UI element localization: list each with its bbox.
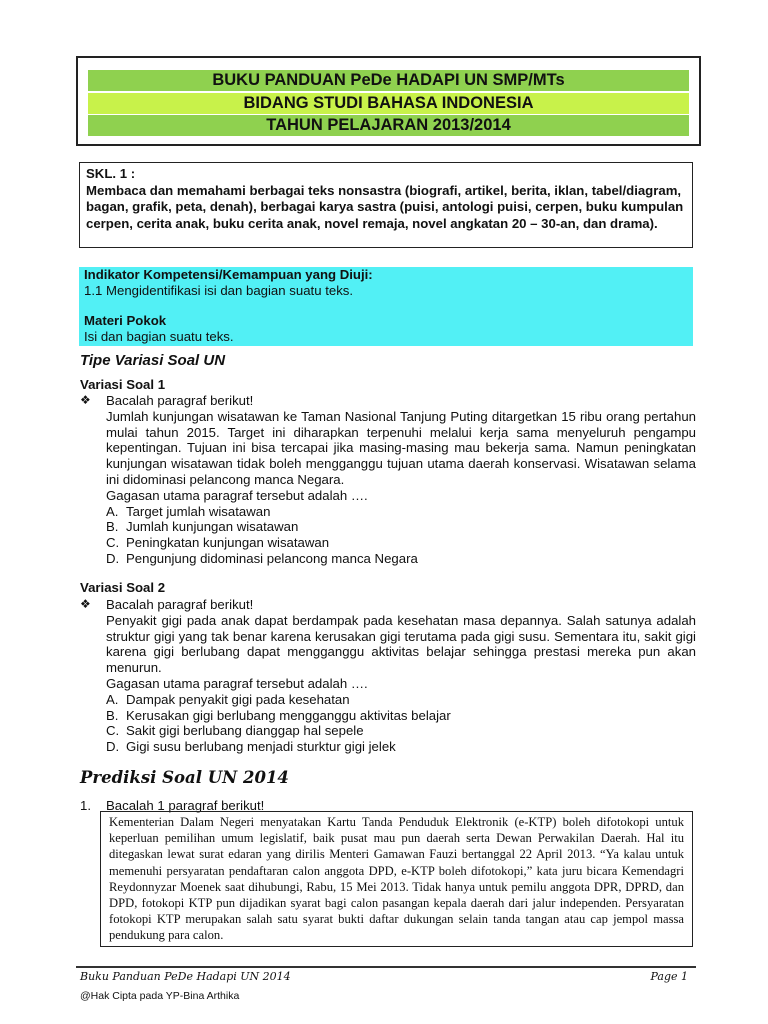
footer-divider <box>76 966 696 968</box>
materi-title: Materi Pokok <box>84 313 167 328</box>
variasi-2-title: Variasi Soal 2 <box>80 580 166 595</box>
footer-title: Buku Panduan PeDe Hadapi UN 2014 <box>80 970 291 983</box>
variasi-2-question: Gagasan utama paragraf tersebut adalah …. <box>106 675 368 691</box>
option-row: D. Gigi susu berlubang menjadi sturktur gigi jelek <box>106 739 396 755</box>
option-row: A. Dampak penyakit gigi pada kesehatan <box>106 691 350 707</box>
variasi-2-block <box>80 597 696 755</box>
variasi-1-block <box>80 393 696 567</box>
variasi-1-instruction: Bacalah paragraf berikut! <box>106 393 254 408</box>
variasi-2-instruction: Bacalah paragraf berikut! <box>106 597 254 612</box>
title-line-2: BIDANG STUDI BAHASA INDONESIA <box>88 93 689 114</box>
option-row: A. Target jumlah wisatawan <box>106 503 271 519</box>
skl-label: SKL. 1 : <box>86 166 136 181</box>
prediksi-paragraph: Kementerian Dalam Negeri menyatakan Kartu Tanda Penduduk Elektronik (e-KTP) boleh difotokopi untuk keperluan pemilihan umum legislatif, baik pusat mau pun daerah serta Dewan Perwakilan Daerah. Hal itu ditegaskan lewat surat edaran yang dirilis Menteri Gamawan Fauzi bertanggal 22 April 2013. “Ya kalau untuk memenuhi persyaratan pendaftaran calon anggota DPD, e-KTP boleh difotokopi,” kata juru bicara Kemendagri Reydonnyzar Moenek saat dihubungi, Rabu, 15 Mei 2013. Tidak hanya untuk pemilu anggota DPR, DPRD, dan DPD, fotokopi KTP pun dijadikan syarat bagi calon pasangan kepala daerah dari jalur independen. Persyaratan fotokopi KTP merupakan salah satu syarat bukti daftar dukungan selain tanda tangan atau cap jempol massa pendukung para calon. <box>109 815 684 943</box>
prediksi-instruction: Bacalah 1 paragraf berikut! <box>106 798 265 813</box>
option-row: C. Peningkatan kunjungan wisatawan <box>106 535 330 551</box>
prediksi-paragraph-box <box>100 811 693 947</box>
title-line-1: BUKU PANDUAN PeDe HADAPI UN SMP/MTs <box>88 70 689 91</box>
diamond-bullet-icon: ❖ <box>80 597 91 611</box>
skl-text: Membaca dan memahami berbagai teks nonsastra (biografi, artikel, berita, iklan, tabel/diagram, bagan, grafik, peta, denah), berbagai karya sastra (puisi, antologi puisi, cerpen, buku kumpulan cerpen, cerita anak, buku cerita anak, novel remaja, novel angkatan 20 – 30-an, dan drama). <box>86 182 684 231</box>
tipe-variasi-heading: Tipe Variasi Soal UN <box>80 352 226 369</box>
title-box <box>76 56 701 146</box>
page-number: Page 1 <box>650 970 688 983</box>
indikator-text: 1.1 Mengidentifikasi isi dan bagian suatu teks. <box>84 283 354 298</box>
prediksi-heading: Prediksi Soal UN 2014 <box>80 768 289 787</box>
materi-text: Isi dan bagian suatu teks. <box>84 329 234 344</box>
variasi-2-paragraph: Penyakit gigi pada anak dapat berdampak pada kesehatan masa depannya. Salah satunya adalah struktur gigi yang tak benar karena kerusakan gigi terutama pada gigi susu. Sementara itu, sakit gigi karena gigi berlubang dapat mengganggu aktivitas belajar sehingga prestasi mereka pun akan menurun. <box>106 612 696 676</box>
option-row: B. Kerusakan gigi berlubang mengganggu aktivitas belajar <box>106 707 451 723</box>
skl-box <box>79 162 693 248</box>
title-line-3: TAHUN PELAJARAN 2013/2014 <box>88 115 689 136</box>
variasi-1-question: Gagasan utama paragraf tersebut adalah …. <box>106 487 368 503</box>
indikator-title: Indikator Kompetensi/Kemampuan yang Diuji: <box>84 267 373 282</box>
variasi-1-title: Variasi Soal 1 <box>80 377 166 392</box>
option-row: B. Jumlah kunjungan wisatawan <box>106 519 299 535</box>
diamond-bullet-icon: ❖ <box>80 393 91 407</box>
variasi-1-paragraph: Jumlah kunjungan wisatawan ke Taman Nasional Tanjung Puting ditargetkan 15 ribu orang pertahun mulai tahun 2015. Target ini diharapkan terpenuhi melalui kerja sama menyeluruh pengampu kepentingan. Tujuan ini bisa tercapai jika masing-masing mau bekerja sama. Namun peningkatan kunjungan wisatawan tidak boleh mengganggu tujuan utama daerah konservasi. Wisatawan selama ini didominasi pelancong manca Negara. <box>106 408 696 487</box>
question-number: 1. <box>80 798 91 813</box>
option-row: D. Pengunjung didominasi pelancong manca Negara <box>106 550 418 566</box>
option-row: C. Sakit gigi berlubang dianggap hal sepele <box>106 723 364 739</box>
indikator-box <box>79 267 693 346</box>
copyright-notice: @Hak Cipta pada YP-Bina Arthika <box>80 990 240 1002</box>
